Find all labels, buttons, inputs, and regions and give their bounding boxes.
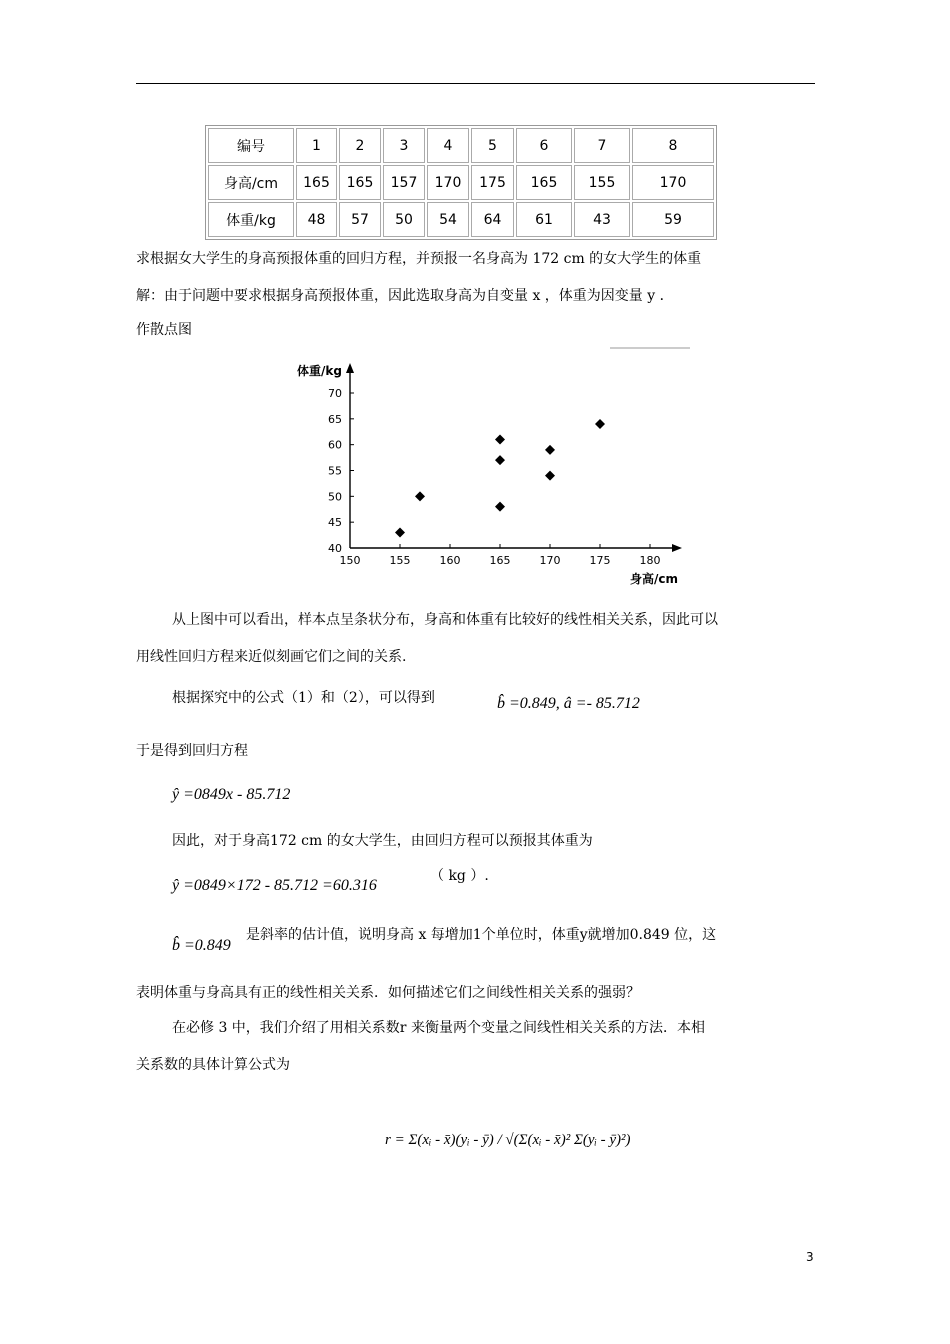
table-row <box>208 165 714 200</box>
scatter-point <box>495 455 505 465</box>
y-tick-label: 50 <box>328 490 342 504</box>
x-tick-label: 155 <box>389 554 411 567</box>
x-tick-label: 160 <box>439 554 461 567</box>
table-cell: 157 <box>383 165 425 200</box>
regression-equation: ŷ =0849x - 85.712 <box>172 786 291 803</box>
scatter-point <box>495 435 505 445</box>
coefficients-equation: b̂ =0.849, â =- 85.712 <box>497 695 640 712</box>
x-tick-label: 170 <box>539 554 561 567</box>
table-cell: 7 <box>574 128 630 163</box>
table-cell: 编号 <box>208 128 294 163</box>
table-cell: 8 <box>632 128 714 163</box>
slope-equation: b̂ =0.849 <box>172 937 231 954</box>
scatter-plot <box>290 345 690 590</box>
table-cell: 170 <box>632 165 714 200</box>
analysis-line-1: 从上图中可以看出，样本点呈条状分布，身高和体重有比较好的线性相关关系，因此可以 <box>172 612 718 628</box>
correlation-line-1: 在必修 3 中，我们介绍了用相关系数r 来衡量两个变量之间线性相关关系的方法．本相 <box>172 1020 705 1036</box>
y-tick-label: 60 <box>328 438 342 452</box>
correlation-line-2: 关系数的具体计算公式为 <box>136 1057 290 1073</box>
y-tick-label: 55 <box>328 464 342 478</box>
correlation-formula: r = Σ(xᵢ - x̄)(yᵢ - ȳ) / √(Σ(xᵢ - x̄)² Σ(yᵢ - ȳ)²) <box>385 1132 631 1148</box>
table-cell: 1 <box>296 128 337 163</box>
prediction-unit: （ kg ）. <box>430 868 489 884</box>
y-axis-arrow <box>346 363 354 373</box>
table-cell: 5 <box>471 128 514 163</box>
x-tick-label: 165 <box>489 554 511 567</box>
regression-intro: 于是得到回归方程 <box>136 743 248 759</box>
table-cell: 155 <box>574 165 630 200</box>
x-axis-arrow <box>672 544 682 552</box>
table-cell: 54 <box>427 202 469 237</box>
table-cell: 48 <box>296 202 337 237</box>
table-cell: 43 <box>574 202 630 237</box>
prediction-intro: 因此，对于身高172 cm 的女大学生，由回归方程可以预报其体重为 <box>172 833 593 849</box>
table-cell: 3 <box>383 128 425 163</box>
table-cell: 50 <box>383 202 425 237</box>
y-axis-label: 体重/kg <box>297 364 342 378</box>
x-axis-label: 身高/cm <box>630 572 679 586</box>
scatter-point <box>495 502 505 512</box>
table-cell: 165 <box>339 165 381 200</box>
y-tick-label: 70 <box>328 387 342 400</box>
formula-intro: 根据探究中的公式（1）和（2），可以得到 <box>172 690 435 706</box>
table-cell: 4 <box>427 128 469 163</box>
table-cell: 61 <box>516 202 572 237</box>
table-cell: 59 <box>632 202 714 237</box>
table-cell: 64 <box>471 202 514 237</box>
table-row <box>208 202 714 237</box>
table-cell: 身高/cm <box>208 165 294 200</box>
y-tick-label: 40 <box>328 542 342 555</box>
slope-explanation: 是斜率的估计值，说明身高 x 每增加1个单位时，体重y就增加0.849 位，这 <box>246 927 717 943</box>
table-cell: 2 <box>339 128 381 163</box>
scatter-point <box>545 445 555 455</box>
scatter-intro: 作散点图 <box>136 322 192 338</box>
table-cell: 175 <box>471 165 514 200</box>
solution-text: 解：由于问题中要求根据身高预报体重，因此选取身高为自变量 x ，体重为因变量 y ． <box>136 288 674 304</box>
x-tick-label: 175 <box>589 554 611 567</box>
table-header-row <box>208 128 714 163</box>
table-cell: 165 <box>516 165 572 200</box>
scatter-point <box>545 471 555 481</box>
table-cell: 体重/kg <box>208 202 294 237</box>
y-tick-label: 65 <box>328 412 342 426</box>
scatter-point <box>415 491 425 501</box>
scatter-point <box>595 419 605 429</box>
y-tick-label: 45 <box>328 516 342 530</box>
table-cell: 170 <box>427 165 469 200</box>
x-tick-label: 150 <box>339 554 361 567</box>
data-table <box>205 125 717 240</box>
question-text: 求根据女大学生的身高预报体重的回归方程，并预报一名身高为 172 cm 的女大学生的体重 <box>136 251 702 267</box>
prediction-equation: ŷ =0849×172 - 85.712 =60.316 <box>172 877 377 894</box>
x-tick-label: 180 <box>639 554 661 567</box>
table-cell: 165 <box>296 165 337 200</box>
analysis-line-2: 用线性回归方程来近似刻画它们之间的关系. <box>136 649 407 665</box>
table-cell: 57 <box>339 202 381 237</box>
page-number: 3 <box>806 1250 814 1264</box>
scatter-point <box>395 528 405 538</box>
slope-explanation-2: 表明体重与身高具有正的线性相关关系．如何描述它们之间线性相关关系的强弱？ <box>136 985 640 1001</box>
table-cell: 6 <box>516 128 572 163</box>
header-rule <box>136 83 815 84</box>
